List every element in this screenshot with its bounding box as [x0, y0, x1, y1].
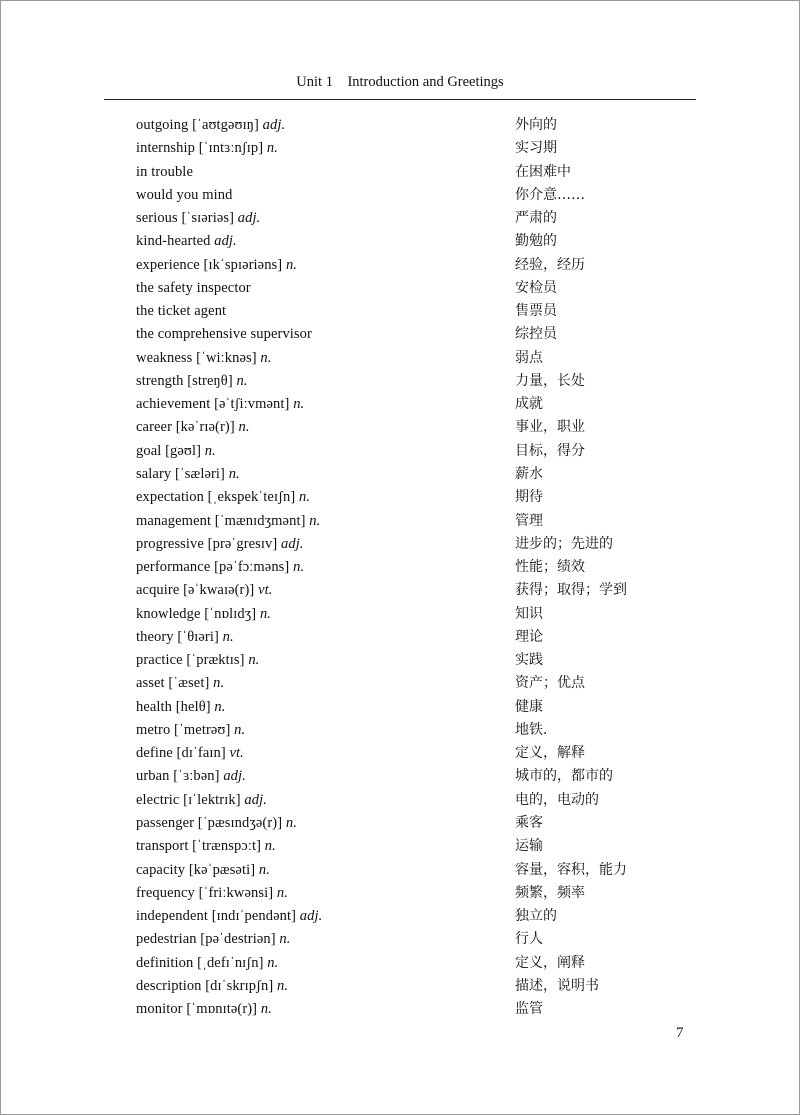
vocab-entry — [136, 812, 656, 835]
vocab-term — [136, 952, 278, 975]
vocab-term — [136, 300, 226, 323]
term-word: transport [ˈtrænspɔːt] — [136, 838, 262, 855]
part-of-speech: n. — [204, 442, 216, 459]
part-of-speech: n. — [293, 559, 305, 576]
vocab-term — [136, 975, 288, 998]
part-of-speech: n. — [228, 465, 240, 482]
vocab-term — [136, 696, 225, 719]
part-of-speech: n. — [279, 931, 291, 948]
vocab-entry — [136, 510, 656, 533]
part-of-speech: n. — [236, 372, 248, 389]
vocab-meaning: 乘客 — [515, 814, 543, 831]
vocab-term — [136, 789, 267, 812]
vocab-entry — [136, 626, 656, 649]
vocab-term — [136, 114, 285, 137]
vocabulary-list — [136, 114, 656, 1021]
term-word: asset [ˈæset] — [136, 675, 210, 692]
part-of-speech: n. — [222, 628, 234, 645]
vocab-entry — [136, 230, 656, 253]
term-word: knowledge [ˈnɒlɪdʒ] — [136, 605, 257, 622]
vocab-entry — [136, 184, 656, 207]
vocab-term — [136, 859, 270, 882]
vocab-meaning: 经验，经历 — [515, 256, 585, 273]
part-of-speech: n. — [260, 349, 272, 366]
vocab-meaning: 目标，得分 — [515, 442, 585, 459]
vocab-entry — [136, 789, 656, 812]
vocab-entry — [136, 393, 656, 416]
term-word: urban [ˈɜːbən] — [136, 768, 220, 785]
part-of-speech: adj. — [299, 908, 323, 925]
term-word: the ticket agent — [136, 303, 227, 320]
vocab-meaning: 描述，说明书 — [515, 977, 599, 994]
term-word: description [dɪˈskrɪpʃn] — [136, 977, 274, 994]
vocab-meaning: 薪水 — [515, 465, 543, 482]
part-of-speech: adj. — [214, 233, 237, 250]
part-of-speech: adj. — [223, 768, 246, 785]
term-word: progressive [prəˈgresɪv] — [136, 535, 278, 552]
part-of-speech: n. — [238, 419, 250, 436]
term-word: electric [ɪˈlektrɪk] — [136, 791, 241, 808]
vocab-meaning: 严肃的 — [515, 210, 557, 227]
vocab-term — [136, 649, 259, 672]
term-word: practice [ˈpræktɪs] — [136, 652, 245, 669]
vocab-entry — [136, 998, 656, 1021]
vocab-term — [136, 533, 304, 556]
part-of-speech: vt. — [229, 745, 244, 762]
term-word: would you mind — [136, 186, 233, 203]
part-of-speech: n. — [234, 721, 246, 738]
vocab-meaning: 售票员 — [515, 303, 557, 320]
vocab-entry — [136, 114, 656, 137]
vocab-entry — [136, 579, 656, 602]
term-word: definition [ˌdefɪˈnɪʃn] — [136, 954, 264, 971]
vocab-entry — [136, 928, 656, 951]
part-of-speech: vt. — [258, 582, 273, 599]
vocab-meaning: 实习期 — [515, 140, 557, 157]
vocab-term — [136, 184, 232, 207]
vocab-entry — [136, 323, 656, 346]
part-of-speech: n. — [285, 814, 297, 831]
term-word: achievement [əˈtʃiːvmənt] — [136, 396, 290, 413]
part-of-speech: n. — [264, 838, 276, 855]
vocab-term — [136, 393, 304, 416]
term-word: outgoing [ˈaʊtgəʊɪŋ] — [136, 117, 259, 133]
vocab-entry — [136, 207, 656, 230]
vocab-entry — [136, 882, 656, 905]
vocab-meaning: 你介意…… — [515, 186, 585, 203]
vocab-meaning: 运输 — [515, 838, 543, 855]
term-word: performance [pəˈfɔːməns] — [136, 559, 290, 576]
term-word: metro [ˈmetrəʊ] — [136, 721, 231, 738]
part-of-speech: adj. — [281, 535, 304, 552]
term-word: acquire [əˈkwaɪə(r)] — [136, 582, 255, 599]
term-word: expectation [ˌekspekˈteɪʃn] — [136, 489, 296, 506]
vocab-meaning: 进步的；先进的 — [515, 535, 613, 552]
vocab-term — [136, 440, 216, 463]
term-word: serious [ˈsɪəriəs] — [136, 210, 235, 227]
vocab-entry — [136, 905, 656, 928]
vocab-entry — [136, 765, 656, 788]
term-word: management [ˈmænɪdʒmənt] — [136, 512, 306, 529]
vocab-term — [136, 905, 322, 928]
vocab-meaning: 管理 — [515, 512, 543, 529]
vocab-term — [136, 742, 244, 765]
header-rule — [104, 99, 696, 100]
vocab-term — [136, 579, 272, 602]
vocab-entry — [136, 696, 656, 719]
vocab-term — [136, 254, 297, 277]
part-of-speech: n. — [277, 977, 289, 994]
vocab-entry — [136, 859, 656, 882]
vocab-meaning: 弱点 — [515, 349, 543, 366]
vocab-meaning: 行人 — [515, 931, 543, 948]
vocab-entry — [136, 533, 656, 556]
vocab-term — [136, 323, 312, 346]
vocab-meaning: 勤勉的 — [515, 233, 557, 250]
vocab-meaning: 电的，电动的 — [515, 791, 599, 808]
vocab-meaning: 知识 — [515, 605, 543, 622]
vocab-term — [136, 230, 237, 253]
part-of-speech: n. — [258, 861, 270, 878]
vocab-term — [136, 556, 304, 579]
running-header: Unit 1 Introduction and Greetings — [296, 74, 504, 90]
vocab-meaning: 期待 — [515, 489, 543, 506]
term-word: weakness [ˈwiːknəs] — [136, 349, 257, 366]
vocab-entry — [136, 952, 656, 975]
vocab-meaning: 事业，职业 — [515, 419, 585, 436]
part-of-speech: n. — [309, 512, 321, 529]
term-word: theory [ˈθɪəri] — [136, 628, 219, 645]
vocab-entry — [136, 742, 656, 765]
vocab-entry — [136, 603, 656, 626]
term-word: monitor [ˈmɒnɪtə(r)] — [136, 1001, 258, 1018]
vocab-term — [136, 277, 251, 300]
vocab-entry — [136, 835, 656, 858]
term-word: define [dɪˈfaɪn] — [136, 745, 226, 762]
term-word: frequency [ˈfriːkwənsi] — [136, 884, 274, 901]
part-of-speech: n. — [213, 675, 225, 692]
vocab-term — [136, 463, 240, 486]
term-word: the comprehensive supervisor — [136, 326, 312, 343]
vocab-meaning: 力量，长处 — [515, 372, 585, 389]
vocab-entry — [136, 486, 656, 509]
vocab-meaning: 定义，阐释 — [515, 954, 585, 971]
vocab-entry — [136, 672, 656, 695]
vocab-term — [136, 928, 291, 951]
vocab-term — [136, 137, 278, 160]
part-of-speech: adj. — [244, 791, 267, 808]
vocab-meaning: 性能；绩效 — [515, 559, 585, 576]
vocab-entry — [136, 300, 656, 323]
part-of-speech: n. — [259, 605, 272, 622]
part-of-speech: n. — [248, 652, 260, 669]
vocab-term — [136, 672, 224, 695]
vocab-term — [136, 416, 250, 439]
vocab-meaning: 资产；优点 — [515, 675, 585, 692]
vocab-entry — [136, 370, 656, 393]
part-of-speech: n. — [276, 884, 288, 901]
vocab-meaning: 实践 — [515, 652, 543, 669]
part-of-speech: n. — [267, 954, 279, 971]
vocab-entry — [136, 719, 656, 742]
vocab-meaning: 监管 — [515, 1001, 543, 1018]
vocab-entry — [136, 347, 656, 370]
vocab-meaning: 安检员 — [515, 279, 557, 296]
part-of-speech: n. — [285, 256, 298, 273]
vocab-term — [136, 719, 245, 742]
vocab-term — [136, 207, 260, 230]
term-word: career [kəˈrɪə(r)] — [136, 419, 235, 436]
vocab-entry — [136, 440, 656, 463]
vocab-meaning: 频繁，频率 — [515, 884, 585, 901]
vocab-meaning: 理论 — [515, 628, 543, 645]
page-number: 7 — [676, 1025, 684, 1041]
vocab-term — [136, 486, 310, 509]
vocab-term — [136, 626, 234, 649]
vocab-entry — [136, 254, 656, 277]
term-word: in trouble — [136, 163, 193, 180]
vocab-term — [136, 510, 320, 533]
term-word: health [helθ] — [136, 698, 211, 715]
part-of-speech: adj. — [262, 117, 286, 133]
vocab-term — [136, 347, 272, 370]
vocab-term — [136, 161, 193, 184]
vocab-entry — [136, 649, 656, 672]
vocab-meaning: 独立的 — [515, 908, 557, 925]
vocab-meaning: 健康 — [515, 698, 543, 715]
term-word: passenger [ˈpæsɪndʒə(r)] — [136, 814, 283, 831]
vocab-entry — [136, 463, 656, 486]
vocab-term — [136, 603, 271, 626]
term-word: salary [ˈsæləri] — [136, 465, 225, 482]
vocab-entry — [136, 277, 656, 300]
vocab-term — [136, 812, 297, 835]
vocab-entry — [136, 137, 656, 160]
vocab-meaning: 获得；取得；学到 — [515, 582, 627, 599]
vocab-meaning: 外向的 — [515, 117, 557, 133]
term-word: independent [ɪndɪˈpendənt] — [136, 908, 297, 925]
part-of-speech: n. — [293, 396, 305, 413]
vocab-meaning: 容量，容积，能力 — [515, 861, 627, 878]
part-of-speech: n. — [299, 489, 311, 506]
vocab-meaning: 成就 — [515, 396, 543, 413]
vocab-term — [136, 882, 288, 905]
vocab-entry — [136, 161, 656, 184]
part-of-speech: n. — [260, 1001, 272, 1018]
vocab-meaning: 城市的，都市的 — [515, 768, 613, 785]
vocab-meaning: 在困难中 — [515, 163, 571, 180]
vocab-term — [136, 998, 272, 1021]
vocab-term — [136, 765, 246, 788]
vocab-term — [136, 835, 276, 858]
vocab-meaning: 定义，解释 — [515, 745, 585, 762]
term-word: experience [ɪkˈspɪəriəns] — [136, 256, 283, 273]
vocab-term — [136, 370, 248, 393]
term-word: internship [ˈɪntɜːnʃɪp] — [136, 140, 264, 157]
term-word: the safety inspector — [136, 279, 251, 296]
vocab-entry — [136, 975, 656, 998]
term-word: pedestrian [pəˈdestriən] — [136, 931, 276, 948]
vocab-entry — [136, 416, 656, 439]
part-of-speech: adj. — [237, 210, 261, 227]
vocab-meaning: 地铁. — [515, 721, 548, 738]
vocab-meaning: 综控员 — [515, 326, 557, 343]
part-of-speech: n. — [214, 698, 226, 715]
term-word: kind-hearted — [136, 233, 211, 250]
part-of-speech: n. — [266, 140, 278, 157]
term-word: strength [streŋθ] — [136, 372, 233, 389]
term-word: goal [gəʊl] — [136, 442, 202, 459]
term-word: capacity [kəˈpæsəti] — [136, 861, 256, 878]
vocab-entry — [136, 556, 656, 579]
